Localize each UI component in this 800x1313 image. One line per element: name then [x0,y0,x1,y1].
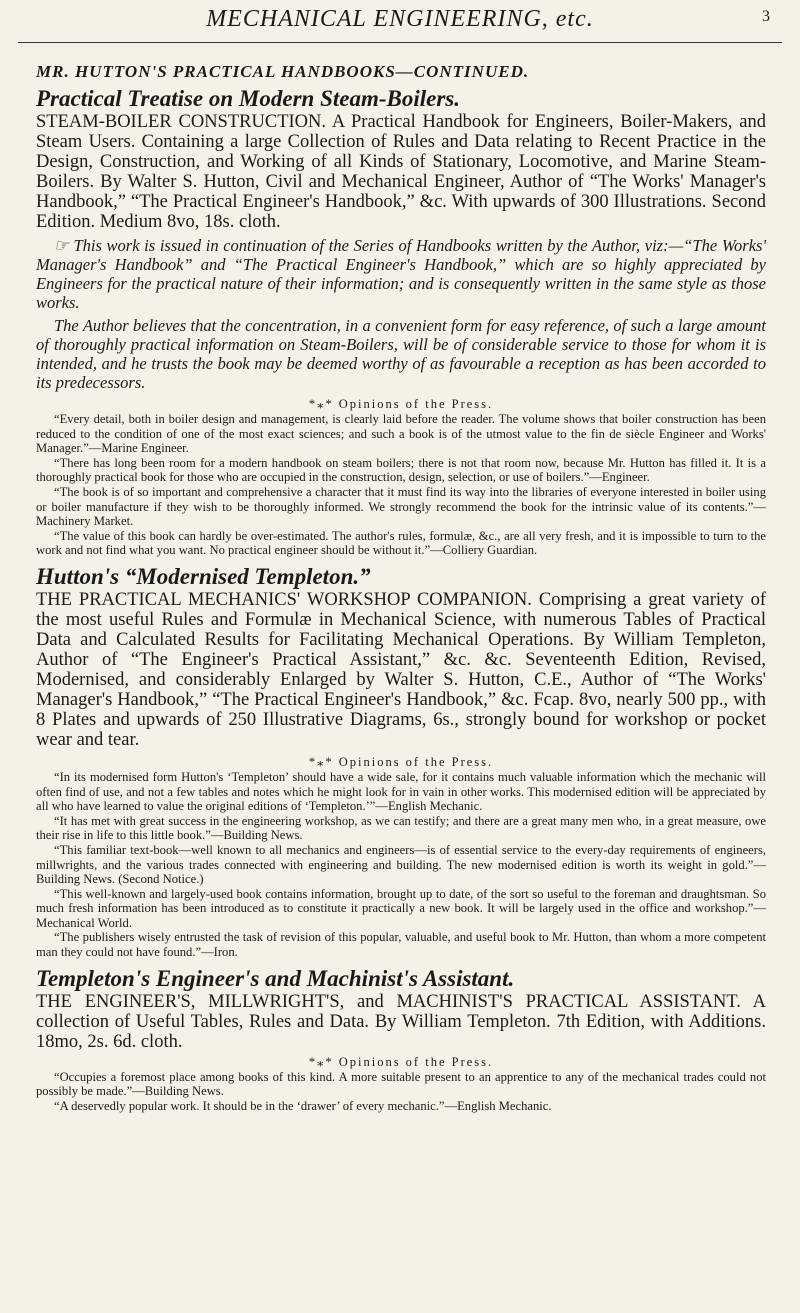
opinions-heading: *⁎* Opinions of the Press. [308,397,494,411]
press-review: “A deservedly popular work. It should be in the ‘drawer’ of every mechanic.”—English Mechanic. [54,1098,552,1113]
book-note: ☞ This work is issued in continuation of the Series of Handbooks written by the Author, viz:—“The Works' Manager's Handbook” and “The Practical Engineer's Handbook,” which are so highly appreciated by Engineers for the practical nature of their information; and is consequently written in the same style as those works. [36,236,766,312]
section-heading: MR. HUTTON'S PRACTICAL HANDBOOKS—CONTINUED. [36,62,530,81]
press-review: “The value of this book can hardly be over-estimated. The author's rules, formulæ, &c., are all very fresh, and it is impossible to turn to the work and not find what you want. No practical engineer should be without it.”—Colliery Guardian. [36,528,766,558]
book-entry-engineers-assistant [36,966,766,1114]
press-review: “In its modernised form Hutton's ‘Templeton’ should have a wide sale, for it contains much valuable information which the mechanic will often find of use, and not a few tables and notes which he might look for in vain in other works. This modernised edition will be appreciated by all who have learned to value the original editions of ‘Templeton.’”—English Mechanic. [36,769,766,814]
press-review: “The publishers wisely entrusted the task of revision of this popular, valuable, and useful book to Mr. Hutton, than whom a more competent man they could not have found.”—Iron. [36,930,766,960]
press-review: “This familiar text-book—well known to all mechanics and engineers—is of essential service to the every-day requirements of engineers, millwrights, and the various trades connected with engineering and building. The new modernised edition is worth its weight in gold.”—Building News. (Second Notice.) [36,842,766,887]
book-title: Practical Treatise on Modern Steam-Boilers. [36,86,460,111]
book-description: THE ENGINEER'S, MILLWRIGHT'S, and MACHINIST'S PRACTICAL ASSISTANT. A collection of Useful Tables, Rules and Data. By William Templeton. 7th Edition, with Additions. 18mo, 2s. 6d. cloth. [36,991,766,1052]
press-review: “There has long been room for a modern handbook on steam boilers; there is not that room now, because Mr. Hutton has filled it. It is a thoroughly practical book for those who are occupied in the construction, design, selection, or use of boilers.”—Engineer. [36,455,766,485]
page-content [36,56,766,1113]
opinions-heading: *⁎* Opinions of the Press. [308,1054,494,1069]
header-rule [18,42,782,43]
press-review: “The book is of so important and comprehensive a character that it must find its way into the libraries of everyone interested in boiler using or boiler manufacture if they wish to be thoroughly informed. We strongly recommend the book for the intrinsic value of its contents.”—Machinery Market. [36,484,766,529]
book-title: Templeton's Engineer's and Machinist's Assistant. [36,965,515,991]
press-review: “This well-known and largely-used book contains information, brought up to date, of the sort so useful to the foreman and draughtsman. So much fresh information has been introduced as to constitute it practically a new book. It will be largely used in the office and workshop.”—Mechanical World. [36,886,766,930]
book-entry-steam-boilers [36,86,766,558]
press-review: “It has met with great success in the engineering workshop, as we can testify; and there are a great many men who, in a great measure, owe their rise in life to this little book.”—Building News. [36,813,766,843]
page-number: 3 [762,8,770,25]
book-description: THE PRACTICAL MECHANICS' WORKSHOP COMPANION. Comprising a great variety of the most useful Rules and Formulæ in Mechanical Science, with numerous Tables of Practical Data and Calculated Results for Facilitating Mechanical Operations. By William Templeton, Author of “The Engineer's Practical Assistant,” &c. &c. Seventeenth Edition, Revised, Modernised, and considerably Enlarged by Walter S. Hutton, C.E., Author of “The Works' Manager's Handbook,” “The Practical Engineer's Handbook,” &c. Fcap. 8vo, nearly 500 pp., with 8 Plates and upwards of 250 Illustrative Diagrams, 6s., strongly bound for workshop or pocket wear and tear. [36,589,766,750]
book-note: The Author believes that the concentration, in a convenient form for easy reference, of such a large amount of thoroughly practical information on Steam-Boilers, will be of considerable service to those for whom it is intended, and he trusts the book may be deemed worthy of as favourable a reception as has been accorded to its predecessors. [36,316,766,392]
running-head: MECHANICAL ENGINEERING, etc. [206,6,594,32]
press-review: “Occupies a foremost place among books of this kind. A more suitable present to an apprentice to any of the mechanical trades could not possibly be made.”—Building News. [36,1069,766,1099]
book-description: STEAM-BOILER CONSTRUCTION. A Practical Handbook for Engineers, Boiler-Makers, and Steam Users. Containing a large Collection of Rules and Data relating to Recent Practice in the Design, Construction, and Working of all Kinds of Stationary, Locomotive, and Marine Steam-Boilers. By Walter S. Hutton, Civil and Mechanical Engineer, Author of “The Works' Manager's Handbook,” “The Practical Engineer's Handbook,” &c. With upwards of 300 Illustrations. Second Edition. Medium 8vo, 18s. cloth. [36,112,766,232]
book-entry-modernised-templeton [36,564,766,960]
book-title: Hutton's “Modernised Templeton.” [36,563,371,589]
opinions-heading: *⁎* Opinions of the Press. [308,754,494,769]
press-review: “Every detail, both in boiler design and management, is clearly laid before the reader. The volume shows that boiler construction has been reduced to the condition of one of the most exact sciences; and such a book is of the utmost value to the fin de siècle Engineer and Works' Manager.”—Marine Engineer. [36,412,766,456]
